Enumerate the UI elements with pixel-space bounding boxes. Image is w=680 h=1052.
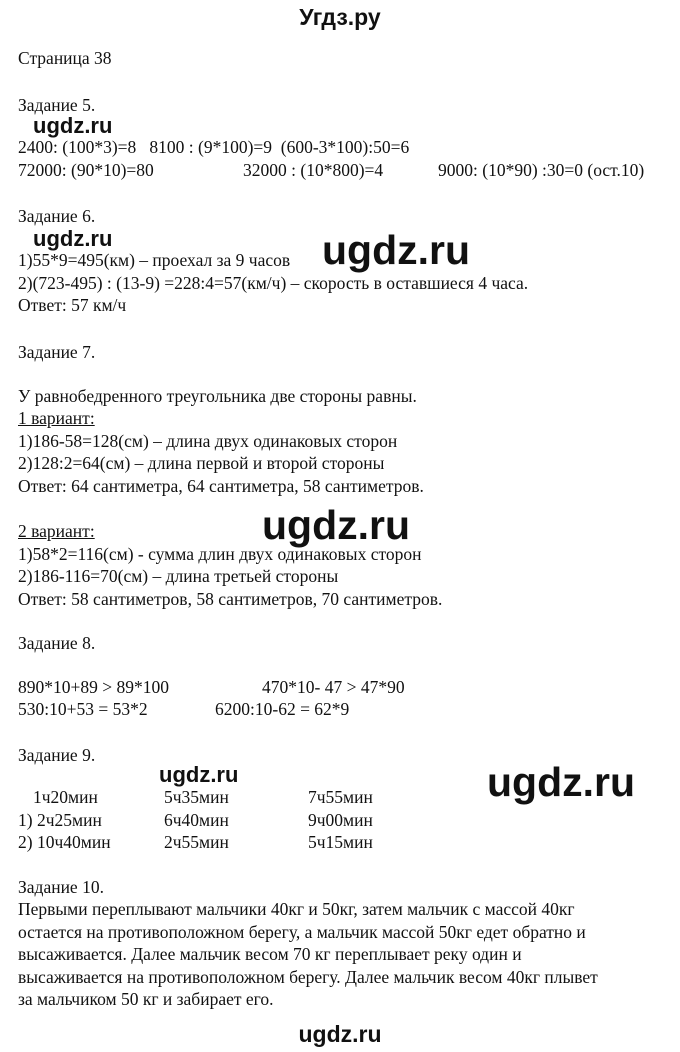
task-7-variant-2-title: 2 вариант: <box>18 521 95 541</box>
watermark-small: ugdz.ru <box>33 226 113 251</box>
task-10-line: за мальчиком 50 кг и забирает его. <box>18 989 274 1009</box>
task-6-title: Задание 6. <box>18 206 96 226</box>
task-9-cell: 2ч55мин <box>164 832 229 852</box>
task-10-line: высаживается на противоположном берегу. Далее мальчик весом 40кг плывет <box>18 967 598 987</box>
task-10-line: остается на противоположном берегу, а мальчик массой 50кг едет обратно и <box>18 922 586 942</box>
task-8-row-2b: 6200:10-62 = 62*9 <box>215 699 350 719</box>
task-9-cell: 6ч40мин <box>164 810 229 830</box>
task-6-line-2: 2)(723-495) : (13-9) =228:4=57(км/ч) – скорость в оставшиеся 4 часа. <box>18 273 529 293</box>
site-header-title: Угдз.ру <box>299 4 381 30</box>
task-9-title: Задание 9. <box>18 745 96 765</box>
task-9-cell: 2) 10ч40мин <box>18 832 111 852</box>
task-7-variant-1-title: 1 вариант: <box>18 408 95 428</box>
task-7-variant-1-line-1: 1)186-58=128(см) – длина двух одинаковых сторон <box>18 431 398 451</box>
task-8-title: Задание 8. <box>18 633 96 653</box>
task-9-cell: 1ч20мин <box>33 787 98 807</box>
site-footer-title: ugdz.ru <box>298 1021 382 1047</box>
task-7-variant-1-answer: Ответ: 64 сантиметра, 64 сантиметра, 58 сантиметров. <box>18 476 424 496</box>
task-8-row-2a: 530:10+53 = 53*2 <box>18 699 148 719</box>
task-9-cell: 1) 2ч25мин <box>18 810 102 830</box>
task-5-title: Задание 5. <box>18 95 96 115</box>
task-9-cell: 5ч15мин <box>308 832 373 852</box>
task-5-line-2c: 9000: (10*90) :30=0 (ост.10) <box>438 160 645 180</box>
task-5-line-1: 2400: (100*3)=8 8100 : (9*100)=9 (600-3*100):50=6 <box>18 137 410 157</box>
watermark-large: ugdz.ru <box>322 227 471 273</box>
task-8-row-1b: 470*10- 47 > 47*90 <box>262 677 405 697</box>
watermark-large: ugdz.ru <box>487 759 636 805</box>
task-6-answer: Ответ: 57 км/ч <box>18 295 127 315</box>
task-7-intro: У равнобедренного треугольника две стороны равны. <box>18 386 417 406</box>
task-10-line: Первыми переплывают мальчики 40кг и 50кг, затем мальчик с массой 40кг <box>18 899 575 919</box>
task-7-variant-2-line-1: 1)58*2=116(см) - сумма длин двух одинаковых сторон <box>18 544 422 564</box>
task-7-variant-1-line-2: 2)128:2=64(см) – длина первой и второй стороны <box>18 453 385 473</box>
task-7-variant-2-line-2: 2)186-116=70(см) – длина третьей стороны <box>18 566 339 586</box>
page-label: Страница 38 <box>18 48 112 68</box>
task-7-variant-2-answer: Ответ: 58 сантиметров, 58 сантиметров, 70 сантиметров. <box>18 589 443 609</box>
watermark-small: ugdz.ru <box>159 762 239 787</box>
task-9-cell: 7ч55мин <box>308 787 373 807</box>
task-8-row-1a: 890*10+89 > 89*100 <box>18 677 169 697</box>
task-7-title: Задание 7. <box>18 342 96 362</box>
task-9-cell: 5ч35мин <box>164 787 229 807</box>
task-5-line-2b: 32000 : (10*800)=4 <box>243 160 384 180</box>
task-5-line-2a: 72000: (90*10)=80 <box>18 160 154 180</box>
task-9-cell: 9ч00мин <box>308 810 373 830</box>
task-10-line: высаживается. Далее мальчик весом 70 кг переплывает реку один и <box>18 944 522 964</box>
watermark-small: ugdz.ru <box>33 113 113 138</box>
watermark-large: ugdz.ru <box>262 502 411 548</box>
task-6-line-1: 1)55*9=495(км) – проехал за 9 часов <box>18 250 291 270</box>
task-10-title: Задание 10. <box>18 877 104 897</box>
